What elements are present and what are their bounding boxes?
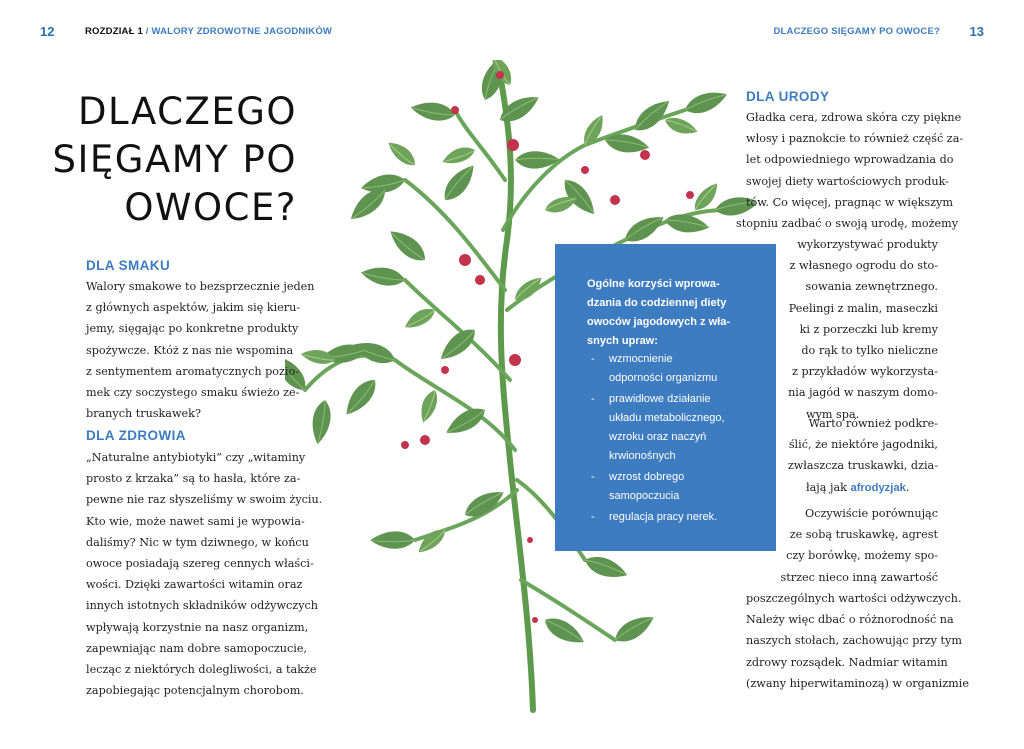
text-line [806,477,938,499]
text-line: z głównych aspektów, jakim się kieru- [86,301,301,315]
benefits-callout-box [555,244,776,551]
text-line: wzrost dobrego [609,471,685,483]
text-line: prawidłowe działanie [609,393,711,405]
text-line: zapewniając nam dobre samopoczucie, [86,641,307,655]
text-line: naszych stołach, zachowując przy tym [746,634,962,648]
section-heading-smak: DLA SMAKU [86,258,171,273]
text-fragment: łają jak [806,480,851,494]
text-line: swojej diety wartościowych produk- [746,174,949,188]
text-line: strzec nieco inną zawartość [780,570,938,584]
text-line: Należy więc dbać o różnorodność na [746,613,954,627]
section-heading-zdrowie: DLA ZDROWIA [86,428,186,443]
text-line: z sentymentem aromatycznych pozio- [86,364,299,378]
dash-bullet: - [591,511,595,523]
text-line: jemy, sięgając po konkretne produkty [86,322,299,336]
list-item [591,390,725,466]
text-line: Warto również podkre- [808,417,938,430]
list-item [591,350,725,388]
text-line: innych istotnych składników odżywczych [86,599,318,613]
paragraph-uroda-2 [786,413,938,499]
text-line: snych upraw: [587,335,658,347]
left-page-number: 12 [40,24,55,39]
callout-intro [587,275,730,351]
dash-bullet: - [591,393,595,405]
title-line: DLACZEGO [78,90,297,133]
text-line: z własnego ogrodu do sto- [789,259,938,273]
text-line: (zwany hiperwitaminozą) w organizmie [746,676,969,690]
text-line: krwionośnych [609,450,676,462]
header-separator: / [142,26,152,37]
text-line: Walory smakowe to bezsprzecznie jeden [86,280,315,293]
text-line: samopoczucia [609,490,680,502]
chapter-subtitle: WALORY ZDROWOTNE JAGODNIKÓW [151,26,333,37]
benefits-list [591,350,725,529]
text-line: „Naturalne antybiotyki” czy „witaminy [86,451,306,464]
section-heading-uroda: DLA URODY [746,89,830,104]
page-title [53,88,297,232]
text-line: wzroku oraz naczyń [609,431,707,443]
paragraph-uroda-top [736,107,964,234]
paragraph-uroda-3-full [746,588,969,694]
text-line: daliśmy? Nic w tym dziwnego, w końcu [86,535,309,549]
running-header-right: DLACZEGO SIĘGAMY PO OWOCE? [773,26,940,37]
text-line: Kto wie, może nawet sami je wypowia- [86,514,305,528]
text-line: owoce posiadają szereg cennych właści- [86,557,314,571]
title-line: SIĘGAMY PO [52,138,297,181]
text-line: Gładka cera, zdrowa skóra czy piękne [746,111,962,124]
text-line: odporności organizmu [609,372,718,384]
list-item [591,468,725,506]
text-line: zwłaszcza truskawki, dzia- [787,459,938,473]
right-page-number: 13 [969,24,984,39]
text-line: poszczególnych wartości odżywczych. [746,592,962,605]
text-line: z przykładów wykorzysta- [792,365,938,379]
text-line: wości. Dzięki zawartości witamin oraz [86,578,303,592]
text-line: dzania do codziennej diety [587,297,727,309]
text-line: pewne nie raz słyszeliśmy w swoim życiu. [86,493,323,507]
text-line: wykorzystywać produkty [797,238,938,251]
text-line: Peelingi z malin, maseczki [788,301,938,315]
text-line: do rąk to tylko nieliczne [801,344,938,358]
text-line: regulacja pracy nerek. [609,511,718,523]
text-line: ze sobą truskawkę, agrest [789,528,938,542]
text-line: tów. Co więcej, pragnąc w większym [746,195,953,209]
text-line: let odpowiedniego wprowadzania do [746,153,954,167]
text-line: sowania zewnętrznego. [805,280,938,294]
text-line: układu metabolicznego, [609,412,725,424]
text-line: owoców jagodowych z wła- [587,316,731,328]
text-line: prosto z krzaka” są to hasła, które za- [86,472,301,486]
text-line: wpływają korzystnie na nasz organizm, [86,620,309,634]
text-line: spożywcze. Któż z nas nie wspomina [86,343,294,357]
text-line: ślić, że niektóre jagodniki, [788,438,938,452]
text-line: nia jagód w naszym domo- [788,386,938,400]
paragraph-uroda-narrow [786,234,938,425]
text-line: wzmocnienie [609,353,673,365]
text-line: włosy i paznokcie to również część za- [746,132,964,146]
text-line: lecząc z niektórych dolegliwości, a także [86,663,317,677]
text-line: wym spa. [806,407,860,421]
chapter-label: ROZDZIAŁ 1 [85,26,143,37]
text-line: Oczywiście porównując [805,507,938,520]
text-line: czy borówkę, możemy spo- [786,549,938,563]
title-line: OWOCE? [124,186,297,229]
dash-bullet: - [591,353,595,365]
paragraph-zdrowie [86,447,323,701]
paragraph-smak [86,276,315,424]
paragraph-uroda-3-narrow [760,503,938,588]
text-line: zdrowy rozsądek. Nadmiar witamin [746,655,948,669]
text-line: Ogólne korzyści wprowa- [587,278,720,290]
text-line: mek czy soczystego smaku świeżo ze- [86,386,300,400]
text-line: stopniu zadbać o swoją urodę, możemy [736,217,959,231]
text-fragment: . [905,480,910,494]
list-item [591,508,725,527]
text-line: ki z porzeczki lub kremy [799,322,938,336]
running-header-left [85,26,332,37]
text-line: branych truskawek? [86,407,201,421]
text-line: zapobiegając potencjalnym chorobom. [86,684,304,698]
highlight-afrodyzjak: afrodyzjak [850,481,906,494]
dash-bullet: - [591,471,595,483]
